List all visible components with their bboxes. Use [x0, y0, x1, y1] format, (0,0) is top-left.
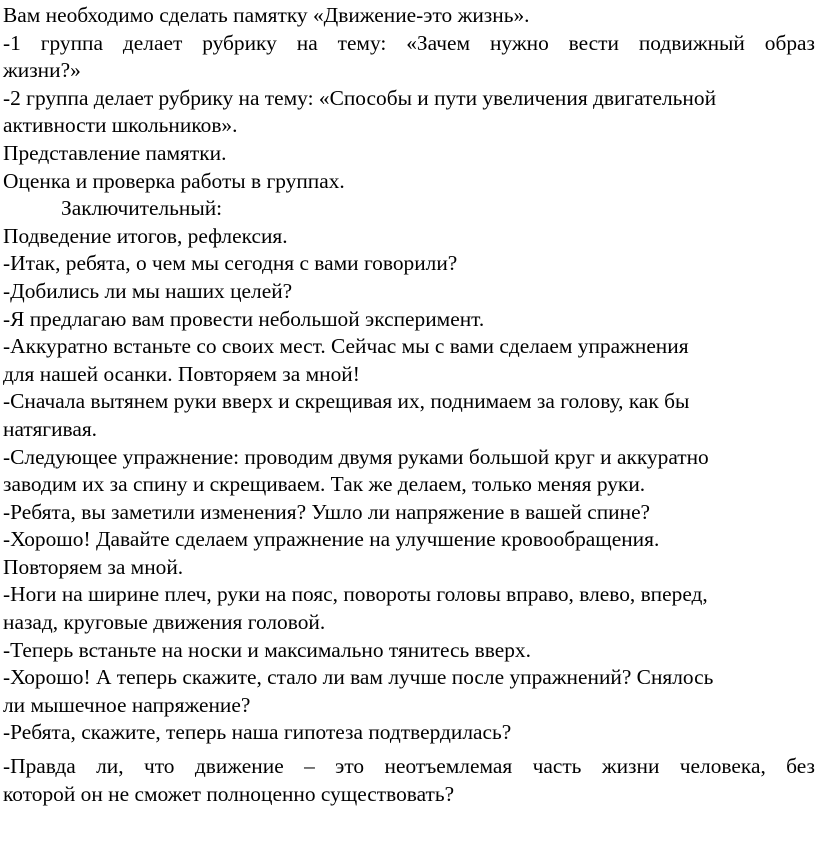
text-line-28: -Правда ли, что движение – это неотъемлемая часть жизни человека, без: [3, 754, 815, 779]
text-line-7: Оценка и проверка работы в группах.: [3, 168, 345, 193]
text-line-12: -Я предлагаю вам провести небольшой эксперимент.: [3, 306, 485, 331]
text-line-15: -Сначала вытянем руки вверх и скрещивая их, поднимаем за голову, как бы: [3, 389, 690, 414]
document-page: [3, 2, 815, 808]
text-line-21: Повторяем за мной.: [3, 554, 184, 579]
text-line-5: активности школьников».: [3, 113, 238, 138]
text-line-11: -Добились ли мы наших целей?: [3, 278, 293, 303]
section-heading: Заключительный:: [61, 196, 223, 221]
text-line-17: -Следующее упражнение: проводим двумя руками большой круг и аккуратно: [3, 444, 709, 469]
text-line-27: -Ребята, скажите, теперь наша гипотеза подтвердилась?: [3, 720, 512, 745]
text-line-18: заводим их за спину и скрещиваем. Так же делаем, только меняя руки.: [3, 472, 646, 497]
text-line-26: ли мышечное напряжение?: [3, 692, 251, 717]
text-line-13: -Аккуратно встаньте со своих мест. Сейчас мы с вами сделаем упражнения: [3, 334, 689, 359]
text-line-1: Вам необходимо сделать памятку «Движение-это жизнь».: [3, 3, 530, 27]
text-line-2: -1 группа делает рубрику на тему: «Зачем нужно вести подвижный образ: [3, 30, 815, 55]
text-line-20: -Хорошо! Давайте сделаем упражнение на улучшение кровообращения.: [3, 527, 660, 552]
text-line-16: натягивая.: [3, 416, 98, 441]
text-line-3: жизни?»: [3, 58, 81, 83]
text-line-4: -2 группа делает рубрику на тему: «Способы и пути увеличения двигательной: [3, 85, 717, 110]
text-line-10: -Итак, ребята, о чем мы сегодня с вами говорили?: [3, 251, 458, 276]
text-line-25: -Хорошо! А теперь скажите, стало ли вам лучше после упражнений? Снялось: [3, 665, 714, 690]
text-line-19: -Ребята, вы заметили изменения? Ушло ли напряжение в вашей спине?: [3, 499, 651, 524]
text-line-29: которой он не сможет полноценно существовать?: [3, 781, 455, 806]
text-line-22: -Ноги на ширине плеч, руки на пояс, повороты головы вправо, влево, вперед,: [3, 582, 708, 607]
text-line-23: назад, круговые движения головой.: [3, 610, 326, 635]
text-line-6: Представление памятки.: [3, 140, 227, 165]
text-line-24: -Теперь встаньте на носки и максимально тянитесь вверх.: [3, 637, 531, 662]
text-line-9: Подведение итогов, рефлексия.: [3, 223, 288, 248]
text-line-14: для нашей осанки. Повторяем за мной!: [3, 361, 360, 386]
